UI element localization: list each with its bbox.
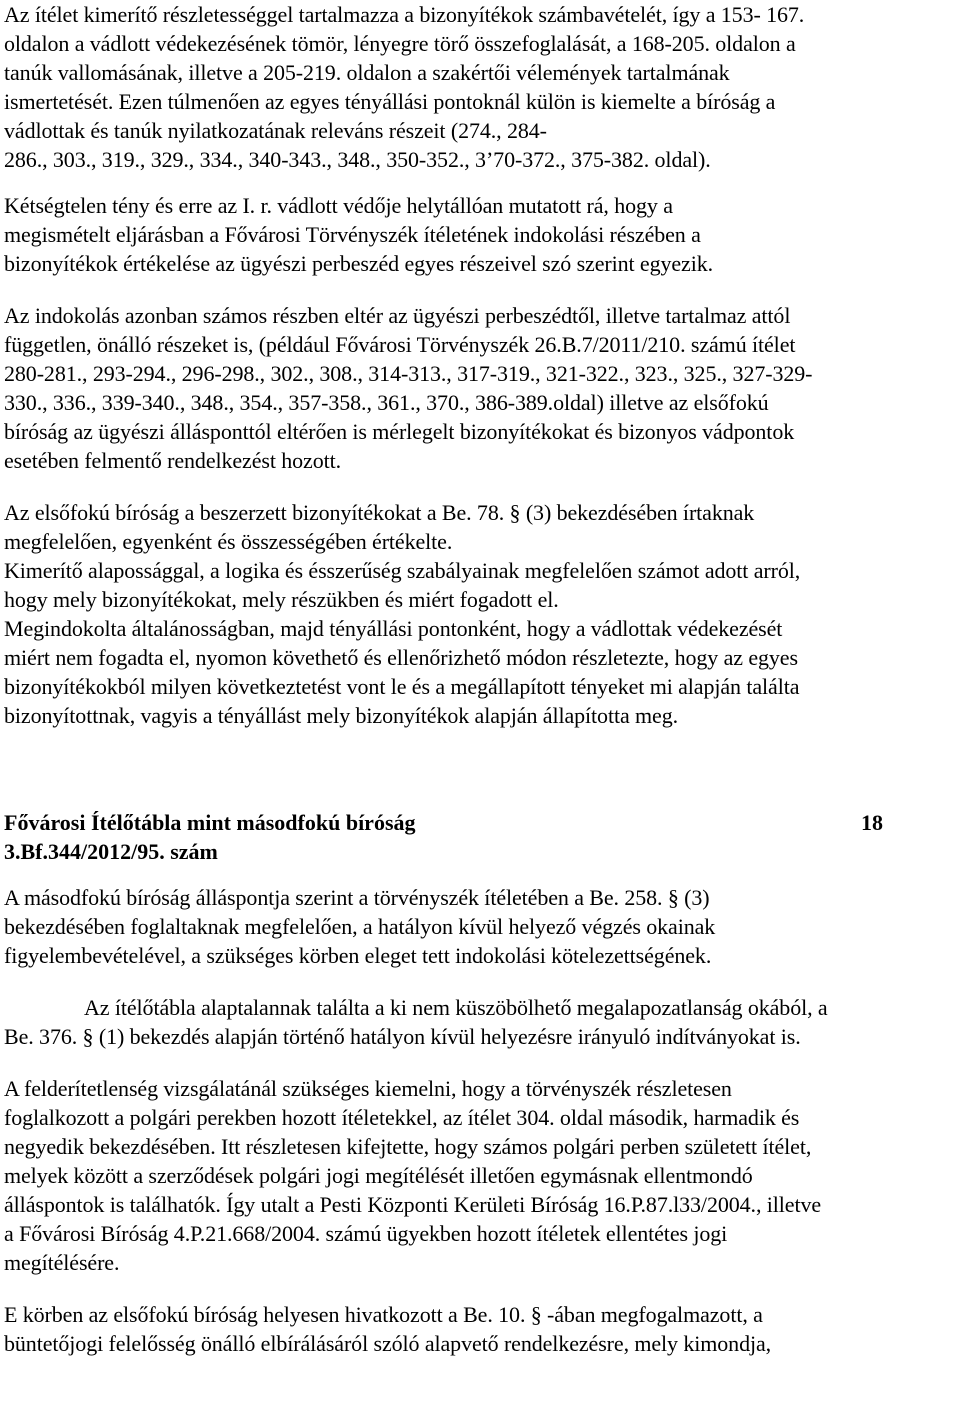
paragraph-motions-rejected xyxy=(4,993,954,1051)
text-line: álláspontok is találhatók. Így utalt a Pesti Központi Kerületi Bíróság 16.P.87.l33/2004., illetve xyxy=(4,1192,822,1217)
text-line: bizonyítékokból milyen következtetést vont le és a megállapított tényeket mi alapján találta xyxy=(4,674,800,699)
text-line: Kétségtelen tény és erre az I. r. vádlott védője helytállóan mutatott rá, hogy a xyxy=(4,193,673,218)
text-line: hogy mely bizonyítékokat, mely részükben és miért fogadott el. xyxy=(4,587,559,612)
text-line: bizonyítottnak, vagyis a tényállást mely bizonyítékok alapján állapította meg. xyxy=(4,703,679,728)
text-line: oldalon a vádlott védekezésének tömör, lényegre törő összefoglalását, a 168-205. oldalon a xyxy=(4,31,796,56)
text-line: figyelembevételével, a szükséges körben eleget tett indokolási kötelezettségének. xyxy=(4,943,712,968)
text-line: megismételt eljárásban a Fővárosi Törvényszék ítéletének indokolási részében a xyxy=(4,222,701,247)
text-line: miért nem fogadta el, nyomon követhető és ellenőrizhető módon részletezte, hogy az egyes xyxy=(4,645,798,670)
paragraph-second-instance-view xyxy=(4,883,954,970)
text-line: 330., 336., 339-340., 348., 354., 357-358., 361., 370., 386-389.oldal) illetve az elsőfokú xyxy=(4,390,769,415)
text-line: Az ítélőtábla alaptalannak találta a ki nem küszöbölhető megalapozatlanság okából, a xyxy=(84,995,828,1020)
text-line: bíróság az ügyészi állásponttól eltérően is mérlegelt bizonyítékokat és bizonyos vádpontok xyxy=(4,419,795,444)
paragraph-civil-judgments xyxy=(4,1074,954,1277)
text-line: Az elsőfokú bíróság a beszerzett bizonyítékokat a Be. 78. § (3) bekezdésében írtaknak xyxy=(4,500,755,525)
text-line: foglalkozott a polgári perekben hozott ítéletekkel, az ítélet 304. oldal második, harmadik és xyxy=(4,1105,800,1130)
text-line: 280-281., 293-294., 296-298., 302., 308., 314-313., 317-319., 321-322., 323., 325., 327-329- xyxy=(4,361,813,386)
text-line: A másodfokú bíróság álláspontja szerint a törvényszék ítéletében a Be. 258. § (3) xyxy=(4,885,710,910)
court-name: Fővárosi Ítélőtábla mint másodfokú bíróság xyxy=(4,810,416,835)
page-header xyxy=(4,808,954,866)
text-line: vádlottak és tanúk nyilatkozatának releváns részeit (274., 284- xyxy=(4,118,547,143)
text-line: melyek között a szerződések polgári jogi megítélését illetően egymásnak ellentmondó xyxy=(4,1163,753,1188)
paragraph-thoroughness xyxy=(4,556,954,614)
text-line: független, önálló részeket is, (például Fővárosi Törvényszék 26.B.7/2011/210. számú ítélet xyxy=(4,332,796,357)
paragraph-evidence-summary xyxy=(4,0,954,174)
text-line: büntetőjogi felelősség önálló elbírálásáról szóló alapvető rendelkezésre, mely kimondja, xyxy=(4,1331,772,1356)
text-line: Megindokolta általánosságban, majd tényállási pontonként, hogy a vádlottak védekezését xyxy=(4,616,783,641)
text-line: Be. 376. § (1) bekezdés alapján történő hatályon kívül helyezésre irányuló indítványokat is. xyxy=(4,1024,801,1049)
text-line: negyedik bekezdésében. Itt részletesen kifejtette, hogy számos polgári perben született ítélet, xyxy=(4,1134,812,1159)
paragraph-criminal-liability xyxy=(4,1300,954,1358)
text-line: A felderítetlenség vizsgálatánál szükséges kiemelni, hogy a törvényszék részletesen xyxy=(4,1076,732,1101)
text-line: Az indokolás azonban számos részben eltér az ügyészi perbeszédtől, illetve tartalmaz attól xyxy=(4,303,791,328)
paragraph-justification xyxy=(4,614,954,730)
document-page xyxy=(4,0,954,1358)
text-line: tanúk vallomásának, illetve a 205-219. oldalon a szakértői vélemények tartalmának xyxy=(4,60,730,85)
text-line: a Fővárosi Bíróság 4.P.21.668/2004. számú ügyekben hozott ítéletek ellentétes jogi xyxy=(4,1221,728,1246)
text-line: megfelelően, egyenként és összességében értékelte. xyxy=(4,529,453,554)
text-line: 286., 303., 319., 329., 334., 340-343., 348., 350-352., 3’70-372., 375-382. oldal). xyxy=(4,147,711,172)
text-line: bizonyítékok értékelése az ügyészi perbeszéd egyes részeivel szó szerint egyezik. xyxy=(4,251,714,276)
page-number: 18 xyxy=(861,810,883,835)
paragraph-reasoning-differs xyxy=(4,301,954,475)
text-line: ismertetését. Ezen túlmenően az egyes tényállási pontoknál külön is kiemelte a bíróság a xyxy=(4,89,776,114)
text-line: Kimerítő alapossággal, a logika és ésszerűség szabályainak megfelelően számot adott arról, xyxy=(4,558,801,583)
text-line: Az ítélet kimerítő részletességgel tartalmazza a bizonyítékok számbavételét, így a 153- 167. xyxy=(4,2,805,27)
text-line: megítélésére. xyxy=(4,1250,120,1275)
text-line: E körben az elsőfokú bíróság helyesen hivatkozott a Be. 10. § -ában megfogalmazott, a xyxy=(4,1302,763,1327)
text-line: esetében felmentő rendelkezést hozott. xyxy=(4,448,342,473)
paragraph-defense-argument xyxy=(4,191,954,278)
paragraph-evidence-evaluation xyxy=(4,498,954,556)
case-number: 3.Bf.344/2012/95. szám xyxy=(4,839,218,864)
text-line: bekezdésében foglaltaknak megfelelően, a hatályon kívül helyező végzés okainak xyxy=(4,914,716,939)
